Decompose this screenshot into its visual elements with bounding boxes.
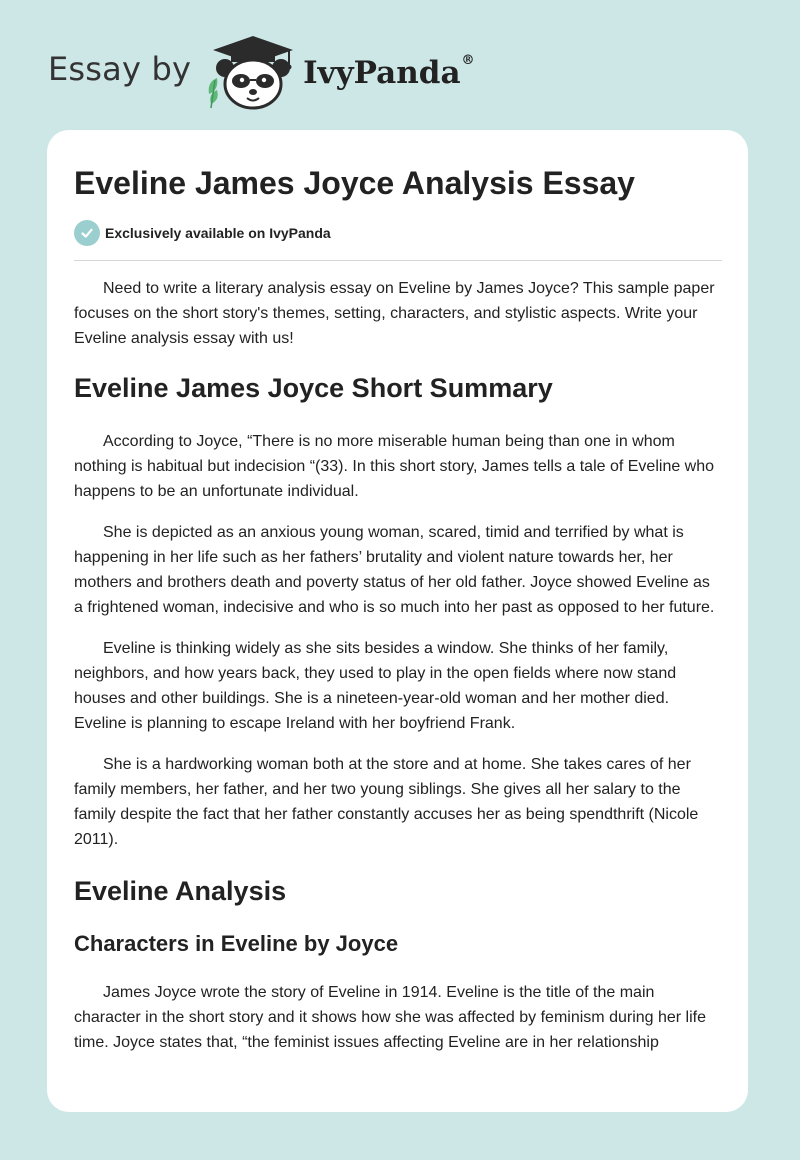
brand-name: IvyPanda® [303,53,475,91]
subsection-heading-characters: Characters in Eveline by Joyce [74,931,399,957]
exclusive-badge [74,220,722,246]
paragraph: She is a hardworking woman both at the store and at home. She takes cares of her family members, her father, and her two young siblings. She gives all her salary to the family despite the fact that her father constantly accuses her as being spendthrift (Nicole 2011). [74,755,699,848]
brand-prefix: Essay by [48,50,192,88]
paragraph: According to Joyce, “There is no more miserable human being than one in whom nothing is habitual but indecision “(33). In this short story, James tells a tale of Eveline who happens to be an unfortunate individual. [74,432,715,500]
paragraph: She is depicted as an anxious young woman, scared, timid and terrified by what is happening in her life such as her fathers’ brutality and violent nature towards her, her mothers and brothers death and poverty status of her old father. Joyce showed Eveline as a frightened woman, indecisive and who is so much into her past as opposed to her future. [74,523,715,616]
check-icon [74,220,100,246]
badge-label: Exclusively available on IvyPanda [105,225,331,242]
intro-paragraph: Need to write a literary analysis essay on Eveline by James Joyce? This sample paper focuses on the short story's themes, setting, characters, and stylistic aspects. Write your Eveline analysis essay with us! [74,280,715,348]
page-title: Eveline James Joyce Analysis Essay [74,165,635,201]
brand-header [48,34,475,110]
essay-card [47,130,748,1112]
panda-graduate-logo-icon[interactable] [205,34,297,110]
paragraph: Eveline is thinking widely as she sits besides a window. She thinks of her family, neighbors, and how years back, they used to play in the open fields where now stand houses and other buildings. She is a nineteen-year-old woman and her mother died. Eveline is planning to escape Ireland with her boyfriend Frank. [74,639,677,732]
section-heading-analysis: Eveline Analysis [74,875,287,906]
paragraph: James Joyce wrote the story of Eveline in 1914. Eveline is the title of the main character in the short story and it shows how she was affected by feminism during her life time. Joyce states that, “the feminist issues affecting Eveline are in her relationship [74,983,707,1051]
section-heading-summary: Eveline James Joyce Short Summary [74,373,553,404]
divider [74,260,722,261]
